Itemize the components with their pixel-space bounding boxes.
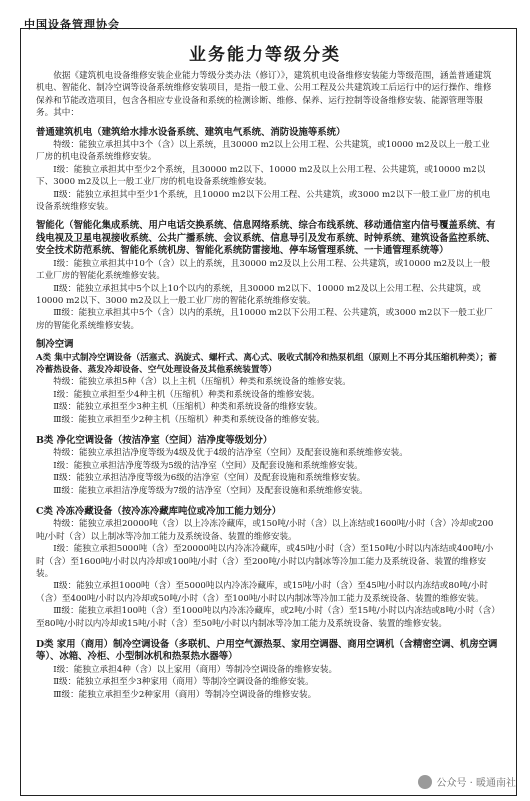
class-b-title: B类 净化空调设备（按洁净室（空间）洁净度等级划分）	[36, 434, 273, 446]
class-c-level2: Ⅱ级：能独立承担1000吨（含）至5000吨以内冷冻冷藏库，或15吨/小时（含）至45吨/小时以内冻结或80吨/小时（含）至400吨/小时以内冷却或50吨/小时（含）至100吨/小时以内制冰等冷加工能力及系统设备、装置的维修安装。	[36, 581, 489, 604]
intro-paragraph: 依据《建筑机电设备维修安装企业能力等级分类办法（修订）》，建筑机电设备维修安装能力等级范围，涵盖普通建筑机电、智能化、制冷空调等设备系统维修安装项目，是指一般工业、公用工程及公共建筑竣工后运行中的运行操作、维修保养和节能改造项目，包含各相应专业设备和系统的检测诊断、维修、保养、运行控制等设备维修安装、能源管理等服务。其中：	[36, 71, 492, 119]
section-general-special: 特级：能独立承担其中3个（含）以上系统，且30000 m2以上公用工程、公共建筑，或10000 m2及以上一般工业厂房的机电设备系统维修安装。	[36, 140, 490, 163]
class-d-level2: Ⅱ级：能独立承担至少3种家用（商用）等制冷空调设备的维修安装。	[53, 677, 314, 688]
class-c-level1: Ⅰ级：能独立承担5000吨（含）至20000吨以内冷冻冷藏库，或45吨/小时（含）至150吨/小时以内冻结或400吨/小时（含）至1600吨/小时以内冷却或100吨/小时（含）至200吨/小时以内制冰等冷加工能力及系统设备、装置的维修安装。	[36, 544, 494, 580]
section-smart-level3: Ⅲ级：能独立承担其中5个（含）以内的系统，且10000 m2以下公用工程、公共建筑，或3000 m2以下一般工业厂房的智能化系统维修安装。	[36, 308, 493, 331]
class-b-level3: Ⅲ级：能独立承担洁净度等级为7级的洁净室（空间）及配套设施和系统维修安装。	[53, 485, 368, 496]
class-c-title: C类 冷冻冷藏设备（按冷冻冷藏库吨位或冷加工能力划分）	[36, 506, 282, 517]
class-c-level3: Ⅲ级：能独立承担100吨（含）至1000吨以内冷冻冷藏库，或2吨/小时（含）至15吨/小时以内冻结或8吨/小时（含）至80吨/小时以内冷却或15吨/小时（含）至50吨/小时以内制冰等冷加工能力及系统设备、装置的维修安装。	[36, 606, 496, 629]
class-a-title: A类 集中式制冷空调设备（活塞式、涡旋式、螺杆式、离心式、吸收式制冷和热泵机组（原则上不再分其压缩机种类）；蓄冷蓄热设备、蒸发冷却设备、空气处理设备及其他系统装置等）	[36, 352, 497, 375]
class-b-special: 特级：能独立承担洁净度等级为4级及优于4级的洁净室（空间）及配套设施和系统维修安装。	[53, 448, 408, 459]
class-c-special: 特级：能独立承担20000吨（含）以上冷冻冷藏库，或150吨/小时（含）以上冻结或1600吨/小时（含）冷却或200吨/小时（含）以上制冰等冷加工能力及系统设备、装置的维修安装。	[36, 519, 494, 542]
class-a-level1: Ⅰ级：能独立承担至少4种主机（压缩机）种类和系统设备的维修安装。	[53, 389, 320, 400]
section-smart-title: 智能化（智能化集成系统、用户电话交换系统、信息网络系统、综合布线系统、移动通信室内信号覆盖系统、有线电视及卫星电视接收系统、公共广播系统、会议系统、信息导引及发布系统、时钟系统、建筑设备监控系统、安全技术防范系统、智能化系统机房、智能化系统防雷接地、停车场管理系统、一卡通管理系统等）	[36, 220, 496, 257]
document-body	[36, 70, 498, 701]
class-a-level2: Ⅱ级：能独立承担至少3种主机（压缩机）种类和系统设备的维修安装。	[53, 402, 323, 413]
class-a-level3: Ⅲ级：能独立承担至少2种主机（压缩机）种类和系统设备的维修安装。	[53, 414, 325, 425]
page-title: 业务能力等级分类	[189, 45, 341, 65]
class-b-level1: Ⅰ级：能独立承担洁净度等级为5级的洁净室（空间）及配套设施和系统维修安装。	[53, 460, 363, 471]
section-smart-level1: Ⅰ级：能独立承担其中10个（含）以上的系统，且30000 m2及以上公用工程、公共建筑，或10000 m2及以上一般工业厂房的智能化系统维修安装。	[36, 258, 491, 282]
watermark-text: 公众号 · 暖通南社	[436, 778, 516, 789]
class-d-title: D类 家用（商用）制冷空调设备（多联机、户用空气源热泵、家用空调器、商用空调机（含精密空调、机房空调等）、冰箱、冷柜、小型制冰机和热泵热水器等）	[36, 639, 498, 663]
class-b-level2: Ⅱ级：能独立承担洁净度等级为6级的洁净室（空间）及配套设施和系统维修安装。	[53, 473, 366, 484]
class-a-special: 特级：能独立承担5种（含）以上主机（压缩机）种类和系统设备的维修安装。	[53, 377, 351, 388]
section-hvac-title: 制冷空调	[36, 339, 74, 351]
org-name: 中国设备管理协会	[24, 18, 120, 31]
class-d-level3: Ⅲ级：能独立承担至少2种家用（商用）等制冷空调设备的维修安装。	[53, 689, 317, 700]
section-general-level1: Ⅰ级：能独立承担其中至少2个系统，且30000 m2以下、10000 m2及以上公用工程、公共建筑，或10000 m2以下、3000 m2及以上一般工业厂房的机电设备系统维修安装。	[36, 164, 486, 188]
watermark	[418, 774, 516, 789]
section-general-title: 普通建筑机电（建筑给水排水设备系统、建筑电气系统、消防设施等系统）	[36, 126, 346, 138]
section-general-level2: Ⅱ级：能独立承担其中至少1个系统，且10000 m2以下公用工程、公共建筑，或3000 m2以下一般工业厂房的机电设备系统维修安装。	[36, 189, 491, 213]
wechat-icon	[418, 775, 432, 789]
class-d-level1: Ⅰ级：能独立承担4种（含）以上家用（商用）等制冷空调设备的维修安装。	[53, 664, 338, 675]
section-smart-level2: Ⅱ级：能独立承担其中5个以上10个以内的系统，且30000 m2以下、10000 m2及以上公用工程、公共建筑，或10000 m2以下、3000 m2及以上一般工业厂房的智能化系统维修安装。	[36, 283, 481, 306]
